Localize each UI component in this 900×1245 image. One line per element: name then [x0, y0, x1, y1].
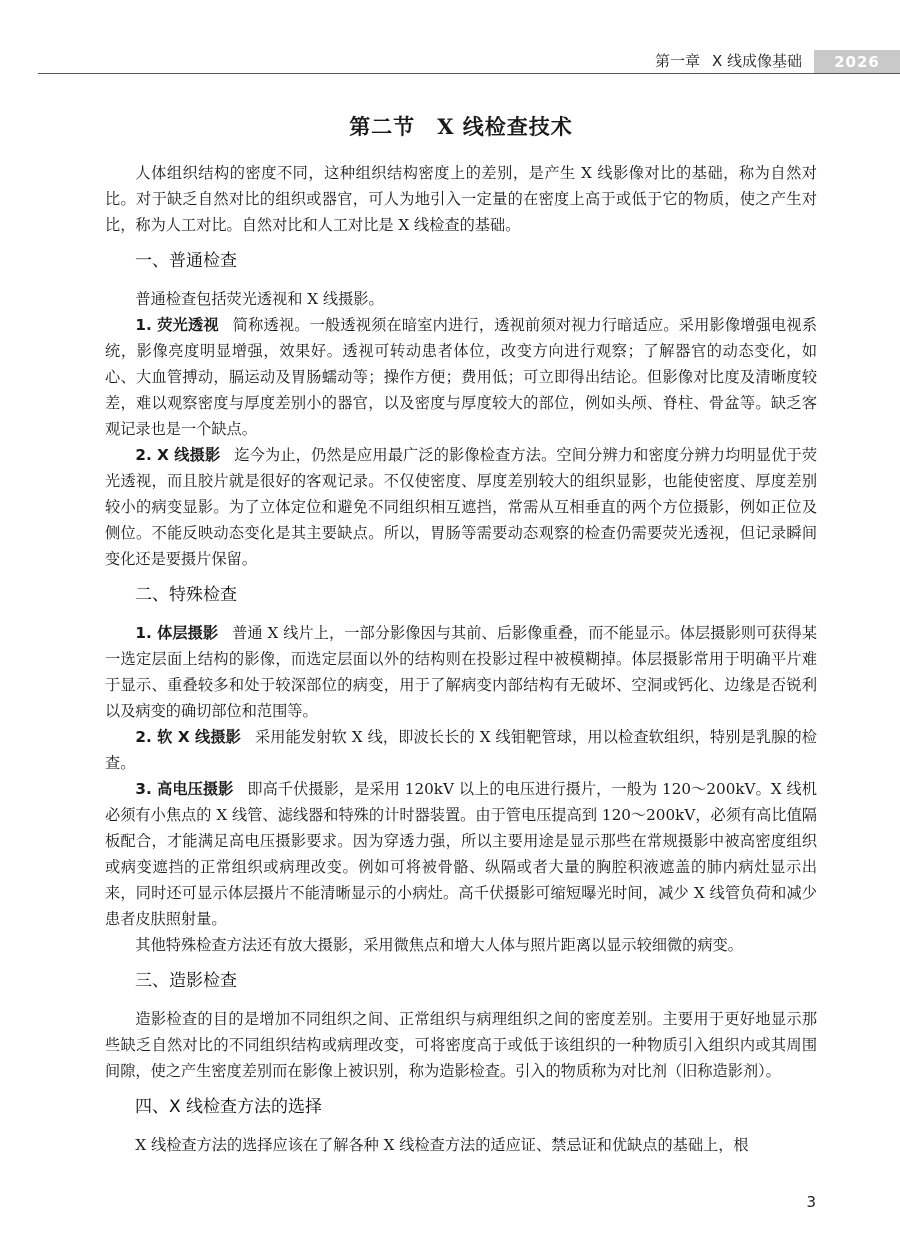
- tomography-paragraph: [105, 620, 817, 724]
- tomography-text: 普通 X 线片上，一部分影像因与其前、后影像重叠，而不能显示。体层摄影则可获得某一选定层面上结构的影像，而选定层面以外的结构则在投影过程中被模糊掉。体层摄影常用于明确平片难于显示、重叠较多和处于较深部位的病变，用于了解病变内部结构有无破坏、空洞或钙化、边缘是否锐利以及病变的确切部位和范围等。: [105, 624, 818, 720]
- page-number: 3: [806, 1193, 816, 1211]
- soft-xray-text: 采用能发射软 X 线，即波长长的 X 线钼靶管球，用以检查软组织，特别是乳腺的检查。: [105, 728, 817, 772]
- method-selection-paragraph: X 线检查方法的选择应该在了解各种 X 线检查方法的适应证、禁忌证和优缺点的基础上，根: [135, 1136, 749, 1154]
- chapter-number: 第一章: [654, 52, 700, 70]
- running-header: [38, 50, 900, 74]
- chapter-title: [655, 50, 802, 72]
- book-code-badge: 2026: [814, 50, 900, 74]
- section-name: X 线检查技术: [437, 114, 573, 139]
- contrast-exam-paragraph: 造影检查的目的是增加不同组织之间、正常组织与病理组织之间的密度差别。主要用于更好地显示那些缺乏自然对比的不同组织结构或病理改变，可将密度高于或低于该组织的一种物质引入组织内或其周围间隙，使之产生密度差别而在影像上被识别，称为造影检查。引入的物质称为对比剂（旧称造影剂）。: [105, 1010, 817, 1080]
- soft-xray-paragraph: [105, 724, 817, 776]
- heading-contrast-exam: 三、造影检查: [135, 971, 237, 991]
- intro-paragraph: 人体组织结构的密度不同，这种组织结构密度上的差别，是产生 X 线影像对比的基础，称为自然对比。对于缺乏自然对比的组织或器官，可人为地引入一定量的在密度上高于或低于它的物质，使之产生对比，称为人工对比。自然对比和人工对比是 X 线检查的基础。: [105, 164, 817, 234]
- heading-method-selection: 四、X 线检查方法的选择: [135, 1097, 323, 1117]
- general-exam-lead: 普通检查包括荧光透视和 X 线摄影。: [135, 290, 384, 308]
- heading-general-exam: 一、普通检查: [135, 251, 237, 271]
- section-title: [105, 110, 817, 144]
- section-number: 第二节: [349, 114, 416, 139]
- fluoroscopy-label: 1. 荧光透视: [135, 316, 219, 334]
- heading-special-exam: 二、特殊检查: [135, 585, 237, 605]
- high-voltage-label: 3. 高电压摄影: [135, 780, 234, 798]
- chapter-name: X 线成像基础: [711, 52, 802, 70]
- radiography-paragraph: [105, 442, 817, 572]
- header-rule: [38, 73, 900, 74]
- tomography-label: 1. 体层摄影: [135, 624, 219, 642]
- fluoroscopy-text: 简称透视。一般透视须在暗室内进行，透视前须对视力行暗适应。采用影像增强电视系统，影像亮度明显增强，效果好。透视可转动患者体位，改变方向进行观察；了解器官的动态变化，如心、大血管搏动，膈运动及胃肠蠕动等；操作方便；费用低；可立即得出结论。但影像对比度及清晰度较差，难以观察密度与厚度差别小的器官，以及密度与厚度较大的部位，例如头颅、脊柱、骨盆等。缺乏客观记录也是一个缺点。: [105, 316, 818, 438]
- soft-xray-label: 2. 软 X 线摄影: [135, 728, 241, 746]
- radiography-label: 2. X 线摄影: [135, 446, 221, 464]
- page-body: [105, 110, 817, 1158]
- other-special-paragraph: 其他特殊检查方法还有放大摄影，采用微焦点和增大人体与照片距离以显示较细微的病变。: [135, 936, 743, 954]
- high-voltage-text: 即高千伏摄影，是采用 120kV 以上的电压进行摄片，一般为 120～200kV。X 线机必须有小焦点的 X 线管、滤线器和特殊的计时器装置。由于管电压提高到 120～200kV，必须有高比值隔板配合，才能满足高电压摄影要求。因为穿透力强，所以主要用途是显示那些在常规摄影中被高密度组织或病变遮挡的正常组织或病理改变。例如可将被骨骼、纵隔或者大量的胸腔积液遮盖的肺内病灶显示出来，同时还可显示体层摄片不能清晰显示的小病灶。高千伏摄影可缩短曝光时间，减少 X 线管负荷和减少患者皮肤照射量。: [105, 780, 817, 928]
- radiography-text: 迄今为止，仍然是应用最广泛的影像检查方法。空间分辨力和密度分辨力均明显优于荧光透视，而且胶片就是很好的客观记录。不仅使密度、厚度差别较大的组织显影，也能使密度、厚度差别较小的病变显影。为了立体定位和避免不同组织相互遮挡，常需从互相垂直的两个方位摄影，例如正位及侧位。不能反映动态变化是其主要缺点。所以，胃肠等需要动态观察的检查仍需要荧光透视，但记录瞬间变化还是要摄片保留。: [105, 446, 818, 568]
- fluoroscopy-paragraph: [105, 312, 817, 442]
- high-voltage-paragraph: [105, 776, 817, 932]
